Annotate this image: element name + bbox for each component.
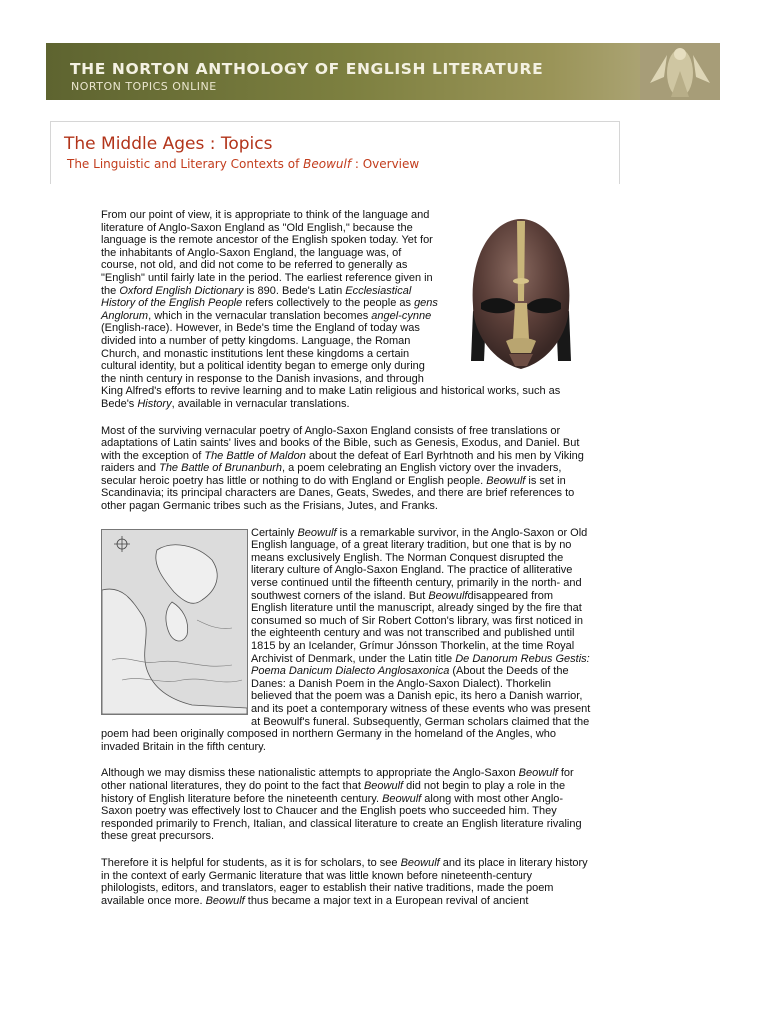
text-segment: The Battle of Maldon: [204, 449, 306, 462]
text-segment: Beowulf: [400, 856, 440, 869]
text-segment: is set in Scandinavia; its principal characters are Danes, Geats, Swedes, and there are brief references to other pagan Germanic tribes such as the Frisians, Jutes, and Franks.: [101, 474, 575, 513]
text-segment: De Danorum Rebus Gestis: Poema Danicum Dialecto Anglosaxonica: [251, 652, 590, 678]
page-subtitle: [67, 157, 419, 171]
paragraph-5: [101, 857, 591, 907]
banner-subtitle: NORTON TOPICS ONLINE: [71, 80, 217, 93]
text-segment: is a remarkable survivor, in the Anglo-Saxon or Old English language, of a great literary tradition, but one that is by no means exclusively English. The Norman Conquest disrupted the literary culture of Anglo-Saxon England. The practice of alliterative verse continued until the fifteenth century, primarily in the north- and southwest corners of the island. But: [251, 526, 588, 602]
text-segment: about the defeat of Earl Byrhtnoth and his men by Viking raiders and: [101, 449, 584, 475]
angel-carving-icon: [640, 43, 720, 100]
text-segment: and its place in literary history in the context of early Germanic literature that was little known before nineteenth-century philologists, editors, and translators, eager to establish their native traditions, made the poem available once more.: [101, 856, 588, 907]
text-segment: angel-cynne: [371, 309, 432, 322]
text-segment: Beowulf: [428, 589, 468, 602]
text-segment: , which in the vernacular translation becomes: [148, 309, 372, 322]
text-segment: did not begin to play a role in the history of English literature before the nineteenth century.: [101, 779, 566, 805]
subtitle-suffix: : Overview: [351, 157, 420, 171]
text-segment: Oxford English Dictionary: [119, 284, 244, 297]
germanic-tribes-map-image: [101, 529, 248, 715]
article-body: [101, 209, 591, 921]
sutton-hoo-helmet-image: [451, 211, 591, 376]
text-segment: The Battle of Brunanburh: [159, 462, 283, 475]
text-segment: thus became a major text in a European revival of ancient: [244, 894, 529, 907]
text-segment: gens Anglorum: [101, 297, 438, 322]
text-segment: , a poem celebrating an English victory over the invaders, secular heroic poetry has little or nothing to do with England or English people.: [101, 462, 562, 487]
text-segment: Ecclesiastical History of the English People: [101, 284, 412, 310]
text-segment: Although we may dismiss these nationalistic attempts to appropriate the Anglo-Saxon: [101, 767, 519, 780]
text-segment: Beowulf: [297, 526, 337, 539]
text-segment: Most of the surviving vernacular poetry of Anglo-Saxon England consists of free translations or adaptations of Latin saints' lives and books of the Bible, such as Genesis, Exodus, and Daniel. But with the exception of: [101, 424, 580, 462]
text-segment: Beowulf: [205, 894, 245, 907]
text-segment: History: [137, 397, 172, 410]
subtitle-prefix: The Linguistic and Literary Contexts of: [67, 157, 304, 171]
text-segment: along with most other Anglo-Saxon poetry was effectively lost to Chaucer and the English poets who succeeded him. They responded primarily to French, Italian, and classical literature to create an English literature rivaling these great precursors.: [101, 792, 582, 843]
paragraph-5-text: [101, 857, 588, 907]
text-segment: disappeared from English literature until the manuscript, already singed by the fire that consumed so much of Sir Robert Cotton's library, was first noticed in the eighteenth century and was not transcribed and published until 1815 by an Icelander, Grímur Jónsson Thorkelin, at the time Royal Archivist of Denmark, under the Latin title: [251, 589, 584, 665]
text-segment: Beowulf: [363, 779, 404, 792]
text-segment: for other national literatures, they do point to the fact that: [101, 767, 574, 792]
site-banner: [46, 43, 720, 100]
text-segment: From our point of view, it is appropriate to think of the language and literature of Anglo-Saxon England as "Old English," because the language is the remote ancestor of the English spoken today. Yet for the inhabitants of Anglo-Saxon England, the language was, of course, not old, and did not come to be referred to generally as "English" until fairly late in the period. The earliest reference given in the: [101, 209, 433, 297]
text-segment: refers collectively to the people as: [242, 297, 415, 310]
text-segment: (About the Deeds of the Danes: a Danish Poem in the Anglo-Saxon Dialect). Thorkelin believed that the poem was a Danish epic, its hero a Danish warrior, and its poet a contemporary witness of these events who was present at Beowulf's funeral. Subsequently, German scholars claimed that the poem had been originally composed in northern Germany in the homeland of the Angles, who invaded Britain in the fifth century.: [101, 665, 591, 753]
paragraph-1: [101, 209, 591, 411]
paragraph-3: [101, 527, 591, 754]
banner-title: THE NORTON ANTHOLOGY OF ENGLISH LITERATURE: [70, 60, 544, 78]
page-header: [50, 121, 620, 184]
subtitle-italic: Beowulf: [303, 157, 352, 171]
paragraph-2-text: [101, 425, 584, 513]
paragraph-2: [101, 425, 591, 513]
text-segment: , available in vernacular translations.: [171, 397, 350, 410]
text-segment: (English-race). However, in Bede's time the England of today was divided into a number of petty kingdoms. Language, the Roman Church, and monastic institutions lent these kingdoms a certain cultural identity, but a political identity began to emerge only during the ninth century in response to the Danish invasions, and through King Alfred's efforts to revive learning and to make Latin religious and historical works, such as Bede's: [101, 322, 561, 410]
text-segment: Certainly: [251, 526, 298, 539]
text-segment: Beowulf: [518, 767, 558, 780]
text-segment: Therefore it is helpful for students, as it is for scholars, to see: [101, 856, 401, 869]
text-segment: is 890. Bede's Latin: [243, 284, 346, 297]
paragraph-4-text: [101, 767, 582, 842]
text-segment: Beowulf: [382, 792, 422, 805]
text-segment: Beowulf: [486, 474, 526, 487]
paragraph-4: [101, 767, 591, 843]
page-title: The Middle Ages : Topics: [64, 134, 273, 154]
